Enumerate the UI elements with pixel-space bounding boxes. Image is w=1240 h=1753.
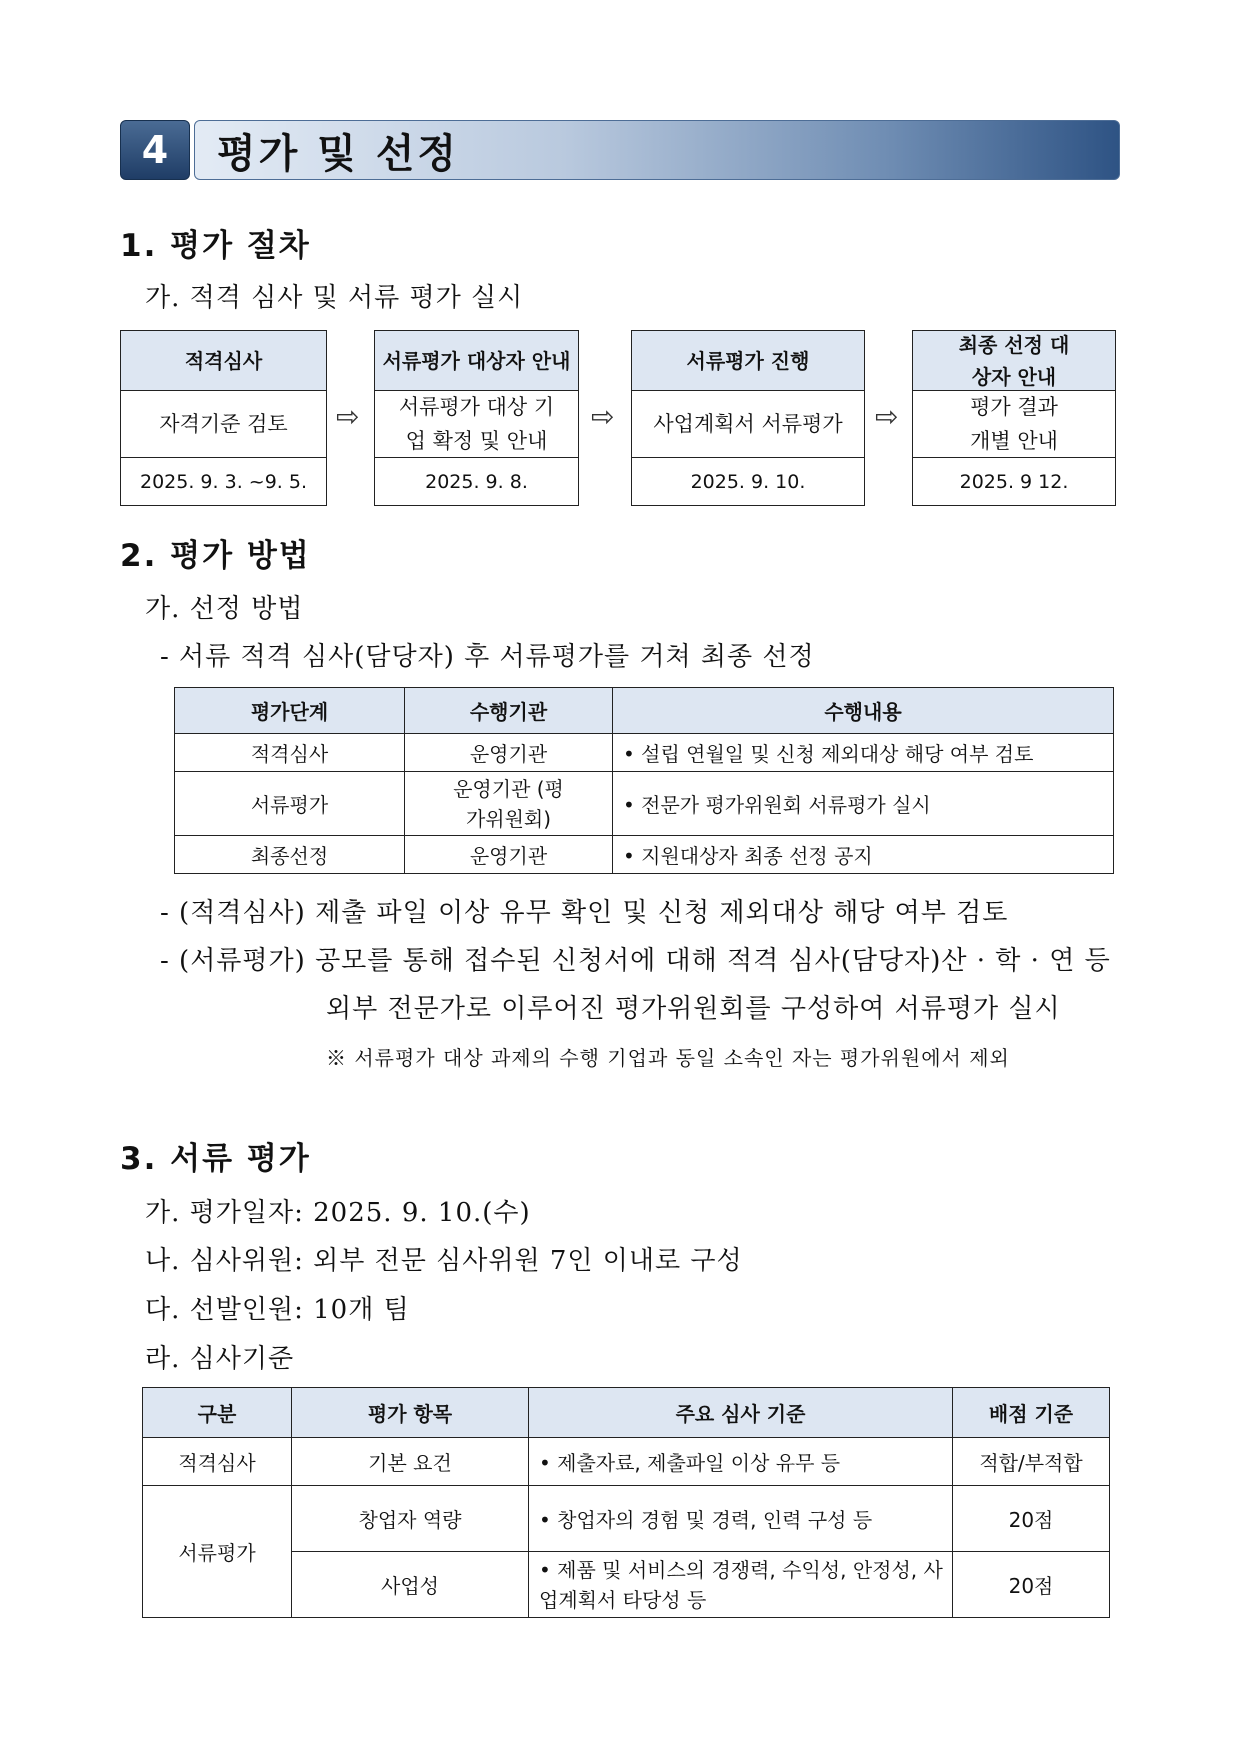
table-header: 평가단계 bbox=[175, 688, 405, 734]
table-row bbox=[175, 836, 1114, 874]
table-cell: • 지원대상자 최종 선정 공지 bbox=[613, 836, 1114, 874]
flow-step-desc: 평가 결과 개별 안내 bbox=[913, 391, 1115, 458]
table-cell: • 창업자의 경험 및 경력, 인력 구성 등 bbox=[529, 1486, 953, 1552]
table-cell: 운영기관 bbox=[405, 734, 613, 772]
table-cell: • 제출자료, 제출파일 이상 유무 등 bbox=[529, 1438, 953, 1486]
flow-arrow-icon: ⇨ bbox=[875, 400, 899, 433]
flow-step-title: 적격심사 bbox=[121, 331, 326, 391]
review-criteria-table bbox=[142, 1387, 1110, 1618]
flow-step-date: 2025. 9. 3. ~9. 5. bbox=[140, 470, 307, 493]
table-row bbox=[175, 734, 1114, 772]
flow-arrow-icon: ⇨ bbox=[336, 400, 360, 433]
table-cell: 사업성 bbox=[292, 1552, 529, 1618]
chapter-header bbox=[120, 120, 1120, 180]
table-cell: 창업자 역량 bbox=[292, 1486, 529, 1552]
table-cell: 서류평가 bbox=[175, 772, 405, 836]
section2-note: ※ 서류평가 대상 과제의 수행 기업과 동일 소속인 자는 평가위원에서 제외 bbox=[326, 1046, 1010, 1070]
selection-method-table bbox=[174, 687, 1114, 874]
flow-step-date: 2025. 9. 10. bbox=[690, 470, 806, 493]
section3-item: 라. 심사기준 bbox=[145, 1344, 295, 1374]
table-cell: 적격심사 bbox=[175, 734, 405, 772]
table-row bbox=[175, 772, 1114, 836]
flow-arrow-icon: ⇨ bbox=[591, 400, 615, 433]
table-cell: • 설립 연월일 및 신청 제외대상 해당 여부 검토 bbox=[613, 734, 1114, 772]
chapter-title: 평가 및 선정 bbox=[194, 120, 1120, 180]
chapter-number: 4 bbox=[120, 120, 190, 180]
table-cell: 적격심사 bbox=[143, 1438, 292, 1486]
section3-item: 가. 평가일자: 2025. 9. 10.(수) bbox=[145, 1198, 531, 1228]
section3-item: 다. 선발인원: 10개 팀 bbox=[145, 1295, 410, 1325]
section2-sub: 가. 선정 방법 bbox=[145, 594, 304, 624]
table-cell: 20점 bbox=[953, 1486, 1110, 1552]
table-row bbox=[143, 1438, 1110, 1486]
flow-step-desc: 자격기준 검토 bbox=[121, 391, 326, 458]
section1-heading: 1. 평가 절차 bbox=[120, 228, 311, 264]
section1-sub: 가. 적격 심사 및 서류 평가 실시 bbox=[145, 283, 524, 313]
flow-step-desc: 사업계획서 서류평가 bbox=[632, 391, 864, 458]
table-cell: 운영기관 (평가위원회) bbox=[405, 772, 613, 836]
table-row bbox=[143, 1486, 1110, 1552]
flow-step-1 bbox=[120, 330, 327, 506]
table-header-row bbox=[143, 1388, 1110, 1438]
table-header: 배점 기준 bbox=[953, 1388, 1110, 1438]
table-cell: 운영기관 bbox=[405, 836, 613, 874]
section2-dash2: - (적격심사) 제출 파일 이상 유무 확인 및 신청 제외대상 해당 여부 검토 bbox=[160, 898, 1009, 928]
flow-step-4 bbox=[912, 330, 1116, 506]
table-cell: 20점 bbox=[953, 1552, 1110, 1618]
table-cell: 서류평가 bbox=[143, 1486, 292, 1618]
table-header: 수행내용 bbox=[613, 688, 1114, 734]
table-cell: 최종선정 bbox=[175, 836, 405, 874]
table-cell: • 제품 및 서비스의 경쟁력, 수익성, 안정성, 사업계획서 타당성 등 bbox=[529, 1552, 953, 1618]
section3-item: 나. 심사위원: 외부 전문 심사위원 7인 이내로 구성 bbox=[145, 1246, 743, 1276]
section2-dash1: - 서류 적격 심사(담당자) 후 서류평가를 거쳐 최종 선정 bbox=[160, 642, 815, 672]
flow-step-title: 최종 선정 대상자 안내 bbox=[913, 331, 1115, 391]
flow-step-date: 2025. 9 12. bbox=[959, 470, 1069, 493]
flow-step-2 bbox=[374, 330, 579, 506]
section2-dash3-a: - (서류평가) 공모를 통해 접수된 신청서에 대해 적격 심사(담당자)산 · 학 · 연 등 bbox=[160, 946, 1111, 976]
table-cell: 기본 요건 bbox=[292, 1438, 529, 1486]
section3-heading: 3. 서류 평가 bbox=[120, 1141, 311, 1177]
flow-step-desc: 서류평가 대상 기업 확정 및 안내 bbox=[375, 391, 578, 458]
table-header: 수행기관 bbox=[405, 688, 613, 734]
flow-step-3 bbox=[631, 330, 865, 506]
section2-heading: 2. 평가 방법 bbox=[120, 538, 311, 574]
section2-dash3-b: 외부 전문가로 이루어진 평가위원회를 구성하여 서류평가 실시 bbox=[326, 994, 1061, 1024]
table-header: 구분 bbox=[143, 1388, 292, 1438]
flow-step-title: 서류평가 대상자 안내 bbox=[375, 331, 578, 391]
table-cell: 적합/부적합 bbox=[953, 1438, 1110, 1486]
table-header: 평가 항목 bbox=[292, 1388, 529, 1438]
table-header-row bbox=[175, 688, 1114, 734]
flow-step-title: 서류평가 진행 bbox=[632, 331, 864, 391]
table-header: 주요 심사 기준 bbox=[529, 1388, 953, 1438]
flow-step-date: 2025. 9. 8. bbox=[425, 470, 528, 493]
table-cell: • 전문가 평가위원회 서류평가 실시 bbox=[613, 772, 1114, 836]
